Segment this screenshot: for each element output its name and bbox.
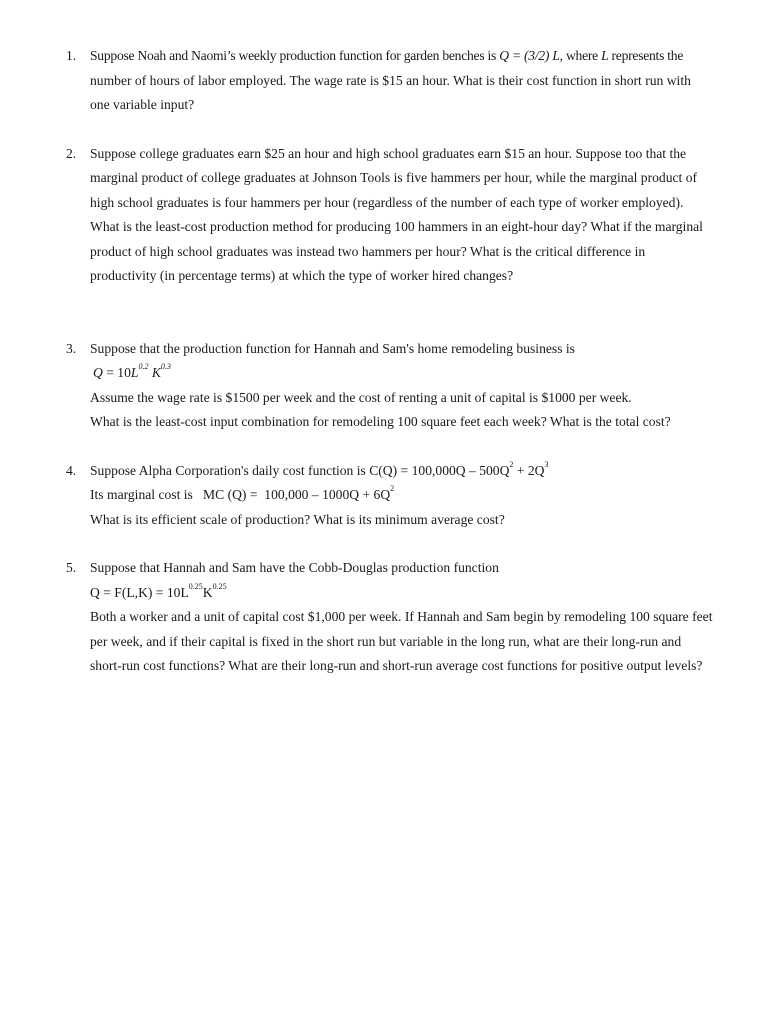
problem-3	[66, 337, 730, 435]
equation-text: Q = F(L,K) = 10L	[90, 584, 189, 600]
problem-number: 4.	[66, 462, 77, 478]
problem-text-line: number of hours of labor employed. The wage rate is $15 an hour. What is their cost function in short run with	[90, 72, 691, 88]
equation-coefficient: = 10	[102, 365, 131, 380]
exponent: 2	[509, 459, 514, 469]
production-function-math: Q = (3/2) L	[499, 48, 560, 63]
problem-list	[66, 44, 730, 679]
problem-number: 1.	[66, 48, 77, 63]
problem-text-line: per week, and if their capital is fixed in the short run but variable in the long run, what are their long-run and	[90, 633, 682, 649]
problem-text-line: high school graduates is four hammers per hour (regardless of the number of each type of worker employed).	[90, 194, 684, 210]
cobb-douglas-equation	[90, 581, 730, 606]
problem-number: 3.	[66, 340, 77, 356]
problem-text-line: marginal product of college graduates at Johnson Tools is five hammers per hour, while the marginal product of	[90, 170, 698, 185]
equation-labor-exponent: 0.25	[188, 581, 203, 591]
problem-2	[66, 142, 730, 289]
labor-variable-math: L	[601, 48, 609, 63]
text-segment: Suppose Alpha Corporation's daily cost function is C(Q) = 100,000Q – 500Q	[90, 462, 510, 478]
problem-1	[66, 44, 730, 118]
equation-capital-exponent: 0.3	[160, 362, 171, 372]
problem-text-line: short-run cost functions? What are their long-run and short-run average cost functions for positive output levels?	[90, 658, 703, 673]
equation-capital-var: K	[202, 584, 213, 600]
equation-lhs: Q	[93, 365, 103, 380]
problem-number: 5.	[66, 560, 77, 575]
problem-number: 2.	[66, 145, 77, 161]
problem-text-line	[90, 44, 730, 69]
text-segment: Its marginal cost is MC (Q) = 100,000 – 1000Q + 6Q	[90, 487, 391, 502]
cost-function-line	[90, 459, 730, 484]
exponent: 2	[390, 484, 395, 494]
equation-capital-exponent: 0.25	[212, 581, 227, 591]
problem-5	[66, 556, 730, 679]
text-segment: represents the	[608, 48, 684, 63]
marginal-cost-line	[90, 483, 730, 508]
equation-capital-var: K	[148, 365, 161, 380]
problem-text-line: Suppose college graduates earn $25 an hour and high school graduates earn $15 an hour. Suppose too that the	[90, 145, 687, 161]
problem-4	[66, 459, 730, 533]
problem-text-line: product of high school graduates was instead two hammers per hour? What is the critical difference in	[90, 243, 646, 259]
problem-text-line: What is the least-cost production method for producing 100 hammers in an eight-hour day? What if the marginal	[90, 219, 703, 234]
production-function-equation	[90, 361, 730, 386]
problem-text-line: Suppose that Hannah and Sam have the Cobb-Douglas production function	[90, 560, 499, 575]
problem-text-line: productivity (in percentage terms) at which the type of worker hired changes?	[90, 268, 514, 283]
text-segment: Suppose Noah and Naomi’s weekly production function for garden benches is	[90, 48, 500, 63]
problem-text-line: What is the least-cost input combination for remodeling 100 square feet each week? What is the total cost?	[90, 414, 671, 429]
exponent: 3	[544, 459, 549, 469]
problem-text-line: What is its efficient scale of production? What is its minimum average cost?	[90, 511, 505, 527]
text-segment: + 2Q	[513, 462, 545, 478]
problem-text-line: Assume the wage rate is $1500 per week and the cost of renting a unit of capital is $1000 per week.	[90, 389, 632, 405]
equation-labor-exponent: 0.2	[138, 362, 149, 372]
problem-text-line: Both a worker and a unit of capital cost $1,000 per week. If Hannah and Sam begin by remodeling 100 square feet	[90, 609, 713, 624]
problem-text-line: one variable input?	[90, 97, 195, 112]
text-segment: , where	[559, 48, 602, 63]
equation-labor-var: L	[130, 365, 139, 380]
problem-text-line: Suppose that the production function for Hannah and Sam's home remodeling business is	[90, 340, 575, 356]
